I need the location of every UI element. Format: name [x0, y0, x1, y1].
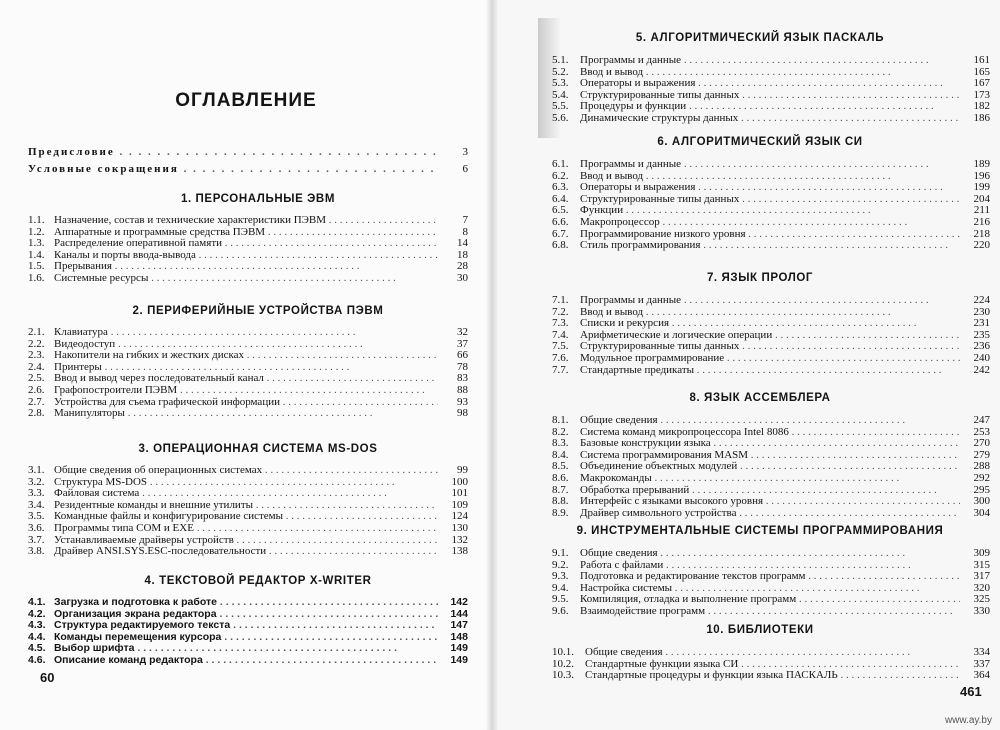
entry-title: Операторы и выражения . . — [580, 77, 960, 89]
toc-entry — [28, 146, 468, 158]
entry-title: Ввод и вывод . . — [580, 170, 960, 182]
entry-number: 8.2. — [552, 425, 569, 438]
entry-title: Программы и данные . . — [580, 158, 960, 170]
entry-number: 6.1. — [552, 158, 569, 170]
entry-title: Программы и данные . . — [580, 54, 960, 66]
entry-page: 295 — [973, 483, 990, 496]
toc-entry — [552, 158, 990, 170]
entry-number: 5.1. — [552, 54, 569, 66]
entry-number: 5.4. — [552, 88, 569, 101]
entry-title: Структурированные типы данных . . — [580, 193, 960, 205]
entry-page: 216 — [973, 216, 990, 228]
entry-page: 83 — [457, 372, 468, 385]
toc-entry — [552, 658, 990, 670]
toc-entry — [28, 642, 468, 654]
entry-page: 130 — [451, 522, 468, 534]
toc-entry — [28, 499, 468, 511]
entry-title: Прерывания . . — [54, 260, 438, 272]
entry-page: 182 — [973, 100, 990, 113]
entry-number: 6.6. — [552, 216, 569, 228]
entry-page: 199 — [973, 181, 990, 194]
entry-title: Работа с файлами . . — [580, 559, 960, 571]
toc-entry — [28, 476, 468, 488]
entry-title: Арифметические и логические операции . . — [580, 329, 960, 341]
entry-number: 8.3. — [552, 437, 569, 450]
entry-number: 5.5. — [552, 100, 569, 113]
entry-number: 9.5. — [552, 593, 569, 606]
entry-page: 98 — [457, 407, 468, 420]
section-heading: 4. ТЕКСТОВОЙ РЕДАКТОР X-WRITER — [144, 575, 372, 587]
entry-number: 4.3. — [28, 619, 46, 632]
entry-page: 320 — [973, 581, 990, 594]
entry-title: Программы типа COM и EXE . . — [54, 522, 438, 534]
entry-title: Системные ресурсы . . — [54, 272, 438, 284]
entry-title: Интерфейс с языками высокого уровня . . — [580, 495, 960, 507]
entry-number: 9.1. — [552, 547, 569, 559]
entry-title: Система программирования MASM . . — [580, 449, 960, 461]
entry-title: Каналы и порты ввода-вывода . . — [54, 249, 438, 261]
entry-title: Загрузка и подготовка к работе . . — [54, 596, 438, 608]
entry-page: 147 — [450, 619, 468, 632]
entry-number: 8.9. — [552, 506, 569, 519]
entry-title: Динамические структуры данных . . — [580, 112, 960, 124]
entry-page: 270 — [973, 437, 990, 450]
entry-page: 132 — [451, 533, 468, 546]
entry-title: Взаимодействие программ . . — [580, 605, 960, 617]
entry-number: 4.2. — [28, 607, 46, 620]
toc-entry — [552, 66, 990, 78]
toc-entry — [552, 89, 990, 101]
toc-entry — [552, 204, 990, 216]
entry-title: Базовые конструкции языка . . — [580, 437, 960, 449]
entry-title: Условные сокращения . . — [28, 163, 438, 175]
toc-entry — [552, 364, 990, 376]
entry-page: 99 — [457, 464, 468, 476]
entry-page: 242 — [973, 363, 990, 376]
entry-number: 4.4. — [28, 630, 46, 643]
entry-number: 3.7. — [28, 533, 45, 546]
entry-page: 288 — [973, 460, 990, 473]
entry-title: Манипуляторы . . — [54, 407, 438, 419]
entry-page: 309 — [973, 547, 990, 559]
entry-page: 224 — [973, 294, 990, 306]
entry-title: Принтеры . . — [54, 361, 438, 373]
entry-title: Ввод и вывод . . — [580, 66, 960, 78]
entry-number: 2.5. — [28, 372, 45, 385]
entry-title: Описание команд редактора . . — [54, 654, 438, 666]
entry-page: 32 — [457, 326, 468, 338]
toc-entry — [552, 669, 990, 681]
toc-entry — [28, 272, 468, 284]
entry-page: 337 — [973, 657, 990, 670]
entry-page: 109 — [451, 498, 468, 511]
entry-title: Общие сведения . . — [580, 547, 960, 559]
entry-number: 5.2. — [552, 65, 569, 78]
entry-number: 6.8. — [552, 239, 569, 252]
toc-entry — [552, 340, 990, 352]
contents-title: ОГЛАВЛЕНИЕ — [175, 90, 317, 111]
entry-number: 3.1. — [28, 464, 45, 476]
left-page-number: 60 — [40, 670, 55, 685]
entry-title: Стандартные процедуры и функции языка ПАСКАЛЬ . . — [585, 669, 960, 681]
entry-title: Структура редактируемого текста . . — [54, 619, 438, 631]
entry-page: 173 — [973, 88, 990, 101]
entry-number: 9.4. — [552, 581, 569, 594]
toc-entry — [552, 426, 990, 438]
entry-number: 9.2. — [552, 558, 569, 571]
toc-entry — [552, 228, 990, 240]
entry-number: 5.6. — [552, 112, 569, 124]
toc-entry — [28, 631, 468, 643]
entry-title: Ввод и вывод . . — [580, 306, 960, 318]
entry-number: 3.4. — [28, 498, 45, 511]
toc-entry — [552, 77, 990, 89]
entry-page: 14 — [457, 237, 468, 250]
entry-title: Система команд микропроцессора Intel 8086 . . — [580, 426, 960, 438]
entry-page: 189 — [973, 158, 990, 170]
entry-title: Программирование низкого уровня . . — [580, 228, 960, 240]
entry-page: 161 — [973, 54, 990, 66]
entry-page: 149 — [450, 642, 468, 655]
toc-entry — [28, 545, 468, 557]
entry-number: 10.1. — [552, 646, 574, 658]
entry-page: 220 — [973, 239, 990, 252]
entry-number: 7.1. — [552, 294, 569, 306]
entry-title: Функции . . — [580, 204, 960, 216]
toc-entry — [552, 593, 990, 605]
section-heading: 5. АЛГОРИТМИЧЕСКИЙ ЯЗЫК ПАСКАЛЬ — [635, 32, 885, 44]
entry-title: Назначение, состав и технические характеристики ПЭВМ . . — [54, 214, 438, 226]
entry-number: 8.6. — [552, 472, 569, 484]
entry-page: 253 — [973, 425, 990, 438]
toc-entry — [28, 407, 468, 419]
entry-number: 8.8. — [552, 495, 569, 508]
section-heading: 10. БИБЛИОТЕКИ — [706, 624, 814, 636]
entry-page: 30 — [457, 272, 468, 284]
entry-page: 292 — [973, 472, 990, 484]
toc-entry — [552, 112, 990, 124]
entry-page: 138 — [451, 545, 468, 558]
toc-entry — [552, 605, 990, 617]
toc-entry — [552, 193, 990, 205]
toc-entry — [552, 507, 990, 519]
entry-title: Настройка системы . . — [580, 582, 960, 594]
entry-number: 4.1. — [28, 596, 46, 608]
toc-entry — [552, 472, 990, 484]
entry-number: 6.7. — [552, 227, 569, 240]
entry-title: Устанавливаемые драйверы устройств . . — [54, 534, 438, 546]
entry-number: 9.3. — [552, 570, 569, 583]
entry-page: 66 — [457, 349, 468, 362]
toc-entry — [28, 349, 468, 361]
entry-number: 6.2. — [552, 169, 569, 182]
section-heading: 2. ПЕРИФЕРИЙНЫЕ УСТРОЙСТВА ПЭВМ — [132, 305, 384, 317]
entry-title: Организация экрана редактора . . — [54, 608, 438, 620]
toc-entry — [28, 654, 468, 666]
entry-title: Резидентные команды и внешние утилиты . . — [54, 499, 438, 511]
toc-entry — [28, 619, 468, 631]
entry-number: 1.2. — [28, 225, 45, 238]
entry-page: 330 — [973, 605, 990, 617]
entry-number: 3.2. — [28, 475, 45, 488]
entry-page: 124 — [451, 510, 468, 523]
entry-page: 6 — [462, 163, 468, 175]
section-heading: 1. ПЕРСОНАЛЬНЫЕ ЭВМ — [180, 193, 336, 205]
entry-page: 142 — [450, 596, 468, 608]
entry-number: 3.5. — [28, 510, 45, 523]
entry-number: 10.3. — [552, 669, 574, 682]
toc-entry — [552, 646, 990, 658]
toc-entry — [28, 487, 468, 499]
entry-number: 7.3. — [552, 317, 569, 330]
toc-entry — [552, 306, 990, 318]
entry-title: Программы и данные . . — [580, 294, 960, 306]
toc-entry — [552, 317, 990, 329]
toc-entry — [552, 484, 990, 496]
entry-page: 325 — [973, 593, 990, 606]
entry-title: Выбор шрифта . . — [54, 642, 438, 654]
entry-title: Аппаратные и программные средства ПЭВМ . . — [54, 226, 438, 238]
entry-page: 235 — [973, 328, 990, 341]
entry-title: Командные файлы и конфигурирование системы . . — [54, 510, 438, 522]
entry-page: 211 — [973, 204, 990, 217]
entry-title: Обработка прерываний . . — [580, 484, 960, 496]
right-page-number: 461 — [960, 684, 982, 699]
entry-page: 300 — [973, 495, 990, 508]
entry-title: Стандартные предикаты . . — [580, 364, 960, 376]
entry-title: Драйвер символьного устройства . . — [580, 507, 960, 519]
entry-title: Стандартные функции языка СИ . . — [585, 658, 960, 670]
entry-page: 218 — [973, 227, 990, 240]
entry-page: 317 — [973, 570, 990, 583]
entry-number: 5.3. — [552, 77, 569, 90]
entry-number: 8.4. — [552, 448, 569, 461]
entry-page: 101 — [451, 487, 468, 500]
entry-title: Драйвер ANSI.SYS.ESC-последовательности . . — [54, 545, 438, 557]
entry-number: 1.4. — [28, 248, 45, 261]
entry-title: Макропроцессор . . — [580, 216, 960, 228]
entry-page: 230 — [973, 305, 990, 318]
entry-title: Модульное программирование . . — [580, 352, 960, 364]
entry-number: 10.2. — [552, 657, 574, 670]
entry-title: Общие сведения . . — [585, 646, 960, 658]
entry-title: Устройства для съема графической информации . . — [54, 396, 438, 408]
toc-entry — [28, 226, 468, 238]
entry-number: 7.6. — [552, 352, 569, 364]
entry-page: 165 — [973, 65, 990, 78]
toc-entry — [552, 449, 990, 461]
toc-entry — [28, 384, 468, 396]
entry-title: Структурированные типы данных . . — [580, 340, 960, 352]
watermark: www.ay.by — [944, 715, 992, 726]
toc-entry — [552, 352, 990, 364]
entry-number: 8.5. — [552, 460, 569, 473]
section-heading: 8. ЯЗЫК АССЕМБЛЕРА — [689, 392, 831, 404]
entry-page: 304 — [973, 506, 990, 519]
entry-page: 144 — [450, 607, 468, 620]
entry-title: Стиль программирования . . — [580, 239, 960, 251]
entry-page: 78 — [457, 360, 468, 373]
entry-title: Файловая система . . — [54, 487, 438, 499]
entry-page: 167 — [973, 77, 990, 90]
entry-page: 149 — [450, 654, 468, 666]
toc-entry — [552, 181, 990, 193]
entry-number: 2.2. — [28, 337, 45, 350]
entry-number: 2.6. — [28, 384, 45, 396]
entry-number: 4.5. — [28, 642, 46, 655]
entry-number: 6.3. — [552, 181, 569, 194]
entry-title: Накопители на гибких и жестких дисках . . — [54, 349, 438, 361]
entry-page: 279 — [973, 448, 990, 461]
entry-title: Общие сведения . . — [580, 414, 960, 426]
entry-title: Общие сведения об операционных системах . . — [54, 464, 438, 476]
entry-number: 8.1. — [552, 414, 569, 426]
section-heading: 7. ЯЗЫК ПРОЛОГ — [706, 272, 814, 284]
entry-number: 3.3. — [28, 487, 45, 500]
entry-title: Структура MS-DOS . . — [54, 476, 438, 488]
toc-entry — [552, 495, 990, 507]
toc-entry — [552, 559, 990, 571]
entry-page: 100 — [451, 475, 468, 488]
entry-page: 236 — [973, 340, 990, 353]
toc-entry — [552, 437, 990, 449]
entry-page: 7 — [462, 214, 468, 226]
toc-entry — [552, 294, 990, 306]
entry-page: 196 — [973, 169, 990, 182]
toc-entry — [28, 608, 468, 620]
toc-entry — [28, 510, 468, 522]
toc-entry — [28, 372, 468, 384]
entry-number: 7.2. — [552, 305, 569, 318]
entry-number: 7.7. — [552, 363, 569, 376]
section-heading: 9. ИНСТРУМЕНТАЛЬНЫЕ СИСТЕМЫ ПРОГРАММИРОВАНИЯ — [576, 525, 944, 537]
entry-title: Списки и рекурсия . . — [580, 317, 960, 329]
toc-entry — [28, 237, 468, 249]
section-heading: 3. ОПЕРАЦИОННАЯ СИСТЕМА MS-DOS — [138, 443, 378, 455]
toc-entry — [552, 582, 990, 594]
toc-entry — [552, 100, 990, 112]
entry-number: 2.1. — [28, 326, 45, 338]
entry-title: Макрокоманды . . — [580, 472, 960, 484]
toc-entry — [28, 163, 468, 175]
entry-title: Распределение оперативной памяти . . — [54, 237, 438, 249]
entry-page: 204 — [973, 192, 990, 205]
entry-page: 18 — [457, 248, 468, 261]
entry-title: Ввод и вывод через последовательный канал . . — [54, 372, 438, 384]
entry-page: 364 — [973, 669, 990, 682]
entry-page: 315 — [973, 558, 990, 571]
entry-page: 231 — [973, 317, 990, 330]
toc-entry — [552, 570, 990, 582]
entry-page: 8 — [462, 225, 468, 238]
entry-number: 1.5. — [28, 260, 45, 273]
entry-page: 186 — [973, 112, 990, 124]
toc-entry — [552, 239, 990, 251]
section-heading: 6. АЛГОРИТМИЧЕСКИЙ ЯЗЫК СИ — [657, 136, 863, 148]
entry-number: 1.3. — [28, 237, 45, 250]
toc-entry — [552, 216, 990, 228]
entry-number: 2.4. — [28, 360, 45, 373]
entry-page: 93 — [457, 395, 468, 408]
entry-title: Графопостроители ПЭВМ . . — [54, 384, 438, 396]
entry-page: 37 — [457, 337, 468, 350]
toc-entry — [552, 54, 990, 66]
entry-title: Команды перемещения курсора . . — [54, 631, 438, 643]
entry-number: 2.3. — [28, 349, 45, 362]
toc-entry — [28, 338, 468, 350]
entry-title: Предисловие . . — [28, 146, 438, 158]
entry-title: Операторы и выражения . . — [580, 181, 960, 193]
toc-entry — [28, 396, 468, 408]
entry-number: 8.7. — [552, 483, 569, 496]
entry-title: Видеодоступ . . — [54, 338, 438, 350]
entry-title: Процедуры и функции . . — [580, 100, 960, 112]
entry-title: Структурированные типы данных . . — [580, 89, 960, 101]
entry-number: 1.1. — [28, 214, 45, 226]
entry-number: 6.5. — [552, 204, 569, 217]
toc-entry — [28, 464, 468, 476]
entry-page: 3 — [462, 146, 468, 158]
toc-entry — [28, 249, 468, 261]
entry-title: Клавиатура . . — [54, 326, 438, 338]
entry-title: Подготовка и редактирование текстов программ . . — [580, 570, 960, 582]
entry-number: 6.4. — [552, 192, 569, 205]
toc-entry — [28, 214, 468, 226]
entry-page: 28 — [457, 260, 468, 273]
entry-number: 1.6. — [28, 272, 45, 284]
toc-entry — [28, 534, 468, 546]
toc-entry — [28, 596, 468, 608]
entry-page: 247 — [973, 414, 990, 426]
entry-title: Компиляция, отладка и выполнение программ . . — [580, 593, 960, 605]
toc-entry — [28, 260, 468, 272]
entry-number: 4.6. — [28, 654, 46, 666]
entry-title: Объединение объектных модулей . . — [580, 460, 960, 472]
entry-page: 334 — [973, 646, 990, 658]
toc-entry — [28, 326, 468, 338]
toc-entry — [552, 547, 990, 559]
entry-number: 7.4. — [552, 328, 569, 341]
entry-number: 3.6. — [28, 522, 45, 534]
entry-page: 240 — [973, 352, 990, 364]
toc-entry — [552, 170, 990, 182]
entry-number: 2.7. — [28, 395, 45, 408]
toc-entry — [552, 329, 990, 341]
entry-number: 7.5. — [552, 340, 569, 353]
toc-entry — [552, 460, 990, 472]
entry-page: 88 — [457, 384, 468, 396]
toc-entry — [28, 522, 468, 534]
entry-number: 9.6. — [552, 605, 569, 617]
entry-number: 2.8. — [28, 407, 45, 420]
toc-entry — [28, 361, 468, 373]
entry-page: 148 — [450, 630, 468, 643]
toc-entry — [552, 414, 990, 426]
entry-number: 3.8. — [28, 545, 45, 558]
